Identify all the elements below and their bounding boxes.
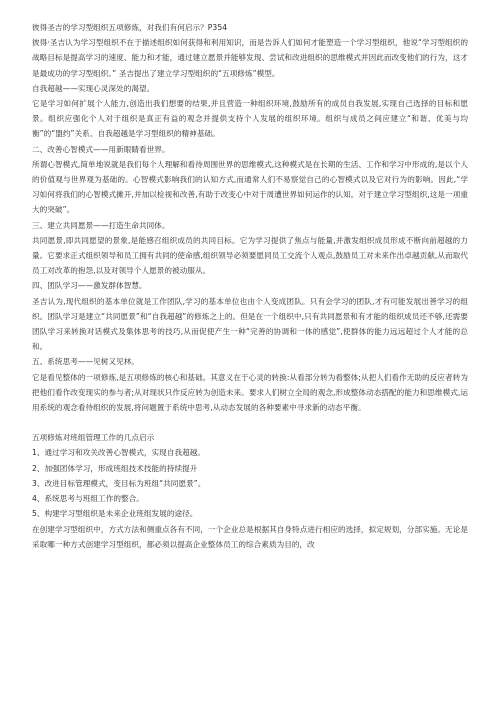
systems-thinking-paragraph: 它是看见整体的一项修炼,是五项修炼的核心和基础。其意义在于心灵的转换:从看部分转为看整体;从把人们看作无助的反应者转为把他们看作改变现实的参与者;从对现状只作反应转为创造未来。要求人们树立全局的观念,形成整体动态搭配的能力和思维模式,运用系统的观念看待组织的发展,将问题置于系统中思考,从动态发展的各种要素中寻求新的动态平衡。	[32, 372, 468, 413]
implication-item-1: 1、通过学习和攻关改善心智模式，实现自我超越。	[32, 448, 206, 458]
section-heading-team-learning: 四、团队学习——激发群体智慧。	[32, 281, 147, 291]
question-line: 彼得圣吉的学习型组织五项修炼，对我们有何启示？P354	[32, 23, 228, 32]
section-heading-self-mastery: 自我超越——实现心灵深处的渴望。	[32, 83, 155, 93]
implication-item-2: 2、加强团体学习，形成班组技术技能的持续提升	[32, 463, 198, 473]
self-mastery-paragraph: 它是学习如何扩展个人能力,创造出我们想要的结果,并且营造一种组织环境,鼓励所有的成员自我发展,实现自己选择的目标和愿景。组织应强化个人对于组织是真正有益的观念并提供支持个人发展的组织环境。组织与成员之间应建立“和谐、优美与均衡”的“盟约”关系。自我超越是学习型组织的精神基础。	[32, 99, 468, 139]
closing-paragraph: 在创建学习型组织中，方式方法和侧重点各有不同，一个企业总是根据其自身特点进行相应的选择，拟定规划，分部实施。无论是采取哪一种方式创建学习型组织，都必须以提高企业整体员工的综合素质为目的，改	[32, 524, 468, 549]
section-heading-mental-models: 二、改善心智模式——用新眼睛看世界。	[32, 144, 170, 154]
intro-paragraph: 彼得·圣吉认为学习型组织不在于描述组织如何获得和利用知识，而是告诉人们如何才能塑造一个学习型组织，他说“学习型组织的战略目标是提高学习的速度、能力和才能，通过建立愿景并能够发现、尝试和改进组织的思维模式并因此而改变他们的行为，这才是最成功的学习型组织。” 圣吉提出了建立学习型组织的“五项修炼”模型。	[32, 38, 468, 78]
section-heading-shared-vision: 三、建立共同愿景——打造生命共同体。	[32, 220, 170, 230]
section-heading-systems-thinking: 五、系统思考——见树又见林。	[32, 357, 140, 367]
implication-item-5: 5、构建学习型组织是未来企业班组发展的途径。	[32, 509, 198, 519]
implications-title: 五项修炼对班组管理工作的几点启示	[32, 433, 155, 443]
mental-models-paragraph: 所谓心智模式,简单地说就是我们每个人理解和看待周围世界的思维模式,这种模式是在长期的生活、工作和学习中形成的,是以个人的价值观与世界观为基础的。心智模式影响我们的认知方式,而通常人们不易察觉自己的心智模式以及它对行为的影响。因此,“学习如何将我们的心智模式摊开,并加以检视和改善,有助于改变心中对于周遭世界如何运作的认知。对于建立学习型组织,这是一项重大的突破”。	[32, 159, 468, 215]
shared-vision-paragraph: 共同愿景,即共同愿望的景象,是能感召组织成员的共同目标。它为学习提供了焦点与能量,并激发组织成员形成不断向前超越的力量。它要求正式组织领导和员工拥有共同的使命感,组织领导必须要愿同员工交流个人观点,鼓励员工对未来作出卓越贡献,从而取代员工对改革的抱怨,以及对领导个人愿景的被动服从。	[32, 235, 468, 276]
implication-item-3: 3、改进目标管理模式，变目标为班组“共同愿景”。	[32, 478, 206, 488]
implication-item-4: 4、系统思考与班组工作的整合。	[32, 494, 144, 504]
team-learning-paragraph: 圣吉认为,现代组织的基本单位就是工作团队,学习的基本单位也由个人变成团队。只有会学习的团队,才有可能发展出善学习的组织。团队学习是建立“共同愿景”和“自我超越”的修炼之上的。但是在一个组织中,只有共同愿景和有才能的组织成员还不够,还需要团队学习来转换对话模式及集体思考的技巧,从而促使产生一种“完善的协调和一体的感觉”,使群体的能力远远超过个人才能的总和。	[32, 296, 468, 352]
